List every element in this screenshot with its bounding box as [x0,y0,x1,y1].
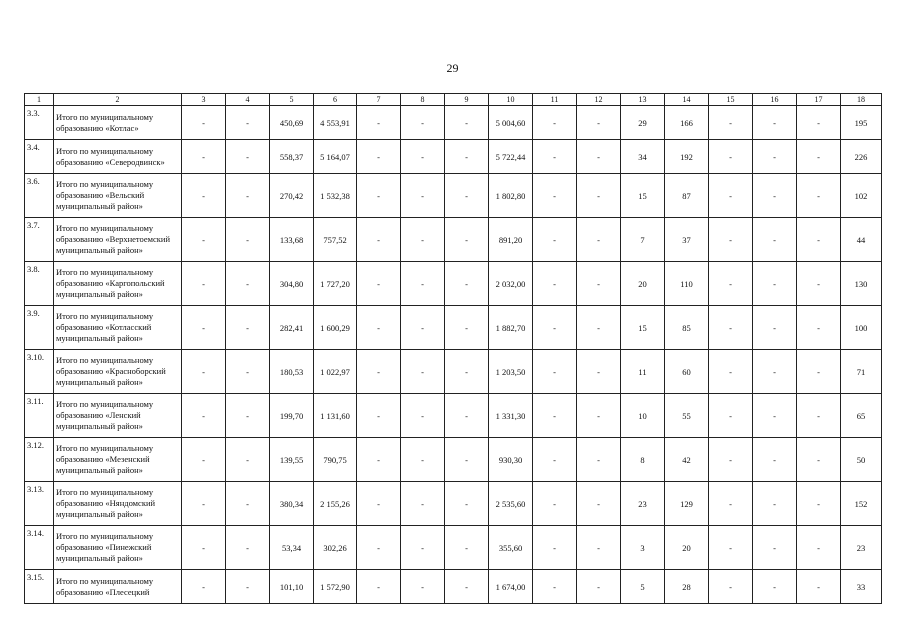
cell-col-18: 102 [841,174,882,218]
cell-col-17: - [797,570,841,604]
table-row [25,438,882,482]
cell-col-11: - [533,106,577,140]
cell-col-3: - [182,140,226,174]
cell-col-3: - [182,438,226,482]
cell-col-10: 5 004,60 [489,106,533,140]
cell-col-14: 42 [665,438,709,482]
cell-col-17: - [797,482,841,526]
cell-col-11: - [533,350,577,394]
header-cell: 12 [577,94,621,106]
cell-col-13: 34 [621,140,665,174]
row-name-line: Итого по муниципальному [56,145,154,156]
cell-col-6: 1 131,60 [314,394,357,438]
cell-col-8: - [401,262,445,306]
cell-col-17: - [797,106,841,140]
cell-col-11: - [533,218,577,262]
cell-col-5: 180,53 [270,350,314,394]
header-cell: 1 [25,94,54,106]
cell-col-12: - [577,106,621,140]
row-name-line: муниципальный район» [56,289,143,299]
cell-col-6: 1 532,38 [314,174,357,218]
row-number: 3.4. [25,140,54,174]
cell-col-6: 1 727,20 [314,262,357,306]
cell-col-16: - [753,306,797,350]
row-name-line: образованию «Верхнетоемский [56,234,171,244]
cell-col-13: 3 [621,526,665,570]
cell-col-6: 5 164,07 [314,140,357,174]
row-number: 3.7. [25,218,54,262]
table-row [25,526,882,570]
cell-col-13: 7 [621,218,665,262]
cell-col-14: 20 [665,526,709,570]
row-name-line: Итого по муниципальному [56,487,154,497]
cell-col-9: - [445,306,489,350]
row-name-line: образованию «Пинежский [56,542,152,552]
cell-col-6: 790,75 [314,438,357,482]
cell-col-8: - [401,526,445,570]
row-number: 3.12. [25,438,54,482]
cell-col-6: 2 155,26 [314,482,357,526]
table-row [25,106,882,140]
table-row [25,262,882,306]
cell-col-12: - [577,140,621,174]
cell-col-16: - [753,350,797,394]
cell-col-13: 29 [621,106,665,140]
cell-col-6: 757,52 [314,218,357,262]
cell-col-11: - [533,174,577,218]
cell-col-15: - [709,218,753,262]
cell-col-17: - [797,394,841,438]
cell-col-10: 1 882,70 [489,306,533,350]
header-cell: 10 [489,94,533,106]
row-name-line: муниципальный район» [56,421,143,431]
row-name [54,262,182,306]
row-name-line: Итого по муниципальному [56,575,154,586]
header-cell: 17 [797,94,841,106]
cell-col-8: - [401,350,445,394]
cell-col-9: - [445,394,489,438]
row-name-line: Итого по муниципальному [56,267,154,277]
cell-col-18: 33 [841,570,882,604]
cell-col-8: - [401,394,445,438]
cell-col-11: - [533,482,577,526]
cell-col-3: - [182,106,226,140]
row-number: 3.13. [25,482,54,526]
row-name-line: муниципальный район» [56,377,143,387]
cell-col-10: 930,30 [489,438,533,482]
cell-col-15: - [709,106,753,140]
cell-col-5: 53,34 [270,526,314,570]
cell-col-15: - [709,482,753,526]
cell-col-16: - [753,482,797,526]
cell-col-4: - [226,262,270,306]
header-cell: 13 [621,94,665,106]
row-name-line: Итого по муниципальному [56,355,154,365]
cell-col-4: - [226,438,270,482]
cell-col-4: - [226,570,270,604]
cell-col-16: - [753,174,797,218]
cell-col-18: 130 [841,262,882,306]
row-name-line: образованию «Красноборский [56,366,166,376]
cell-col-11: - [533,570,577,604]
cell-col-16: - [753,106,797,140]
cell-col-13: 5 [621,570,665,604]
cell-col-7: - [357,262,401,306]
row-name-line: образованию «Плесецкий [56,586,150,597]
cell-col-7: - [357,394,401,438]
cell-col-9: - [445,218,489,262]
cell-col-14: 55 [665,394,709,438]
cell-col-10: 5 722,44 [489,140,533,174]
row-name-line: Итого по муниципальному [56,311,154,321]
cell-col-5: 133,68 [270,218,314,262]
cell-col-18: 44 [841,218,882,262]
cell-col-5: 101,10 [270,570,314,604]
cell-col-11: - [533,438,577,482]
cell-col-11: - [533,394,577,438]
cell-col-17: - [797,438,841,482]
cell-col-12: - [577,350,621,394]
header-cell: 15 [709,94,753,106]
cell-col-10: 1 802,80 [489,174,533,218]
cell-col-13: 8 [621,438,665,482]
cell-col-16: - [753,140,797,174]
cell-col-15: - [709,306,753,350]
cell-col-17: - [797,526,841,570]
row-number: 3.8. [25,262,54,306]
cell-col-10: 355,60 [489,526,533,570]
row-name-line: образованию «Няндомский [56,498,156,508]
table-row [25,570,882,604]
header-cell: 6 [314,94,357,106]
header-row [25,94,882,106]
table-row [25,350,882,394]
cell-col-18: 23 [841,526,882,570]
cell-col-8: - [401,218,445,262]
row-name-line: образованию «Каргопольский [56,278,165,288]
cell-col-11: - [533,140,577,174]
row-number: 3.15. [25,570,54,604]
cell-col-9: - [445,350,489,394]
cell-col-14: 37 [665,218,709,262]
header-cell: 8 [401,94,445,106]
row-name [54,570,182,604]
row-name-line: муниципальный район» [56,465,143,475]
cell-col-7: - [357,570,401,604]
cell-col-4: - [226,218,270,262]
cell-col-4: - [226,140,270,174]
cell-col-9: - [445,140,489,174]
table-row [25,482,882,526]
cell-col-12: - [577,570,621,604]
data-table [24,93,882,604]
row-name-line: муниципальный район» [56,245,143,255]
cell-col-14: 192 [665,140,709,174]
cell-col-5: 270,42 [270,174,314,218]
cell-col-7: - [357,174,401,218]
cell-col-9: - [445,438,489,482]
row-name-line: муниципальный район» [56,201,143,211]
cell-col-4: - [226,350,270,394]
row-number: 3.6. [25,174,54,218]
cell-col-4: - [226,482,270,526]
cell-col-6: 1 600,29 [314,306,357,350]
cell-col-8: - [401,306,445,350]
row-name [54,174,182,218]
cell-col-10: 2 535,60 [489,482,533,526]
cell-col-18: 65 [841,394,882,438]
cell-col-4: - [226,394,270,438]
cell-col-11: - [533,306,577,350]
row-name-line: Итого по муниципальному [56,179,154,189]
cell-col-13: 15 [621,174,665,218]
cell-col-13: 23 [621,482,665,526]
row-name-line: Итого по муниципальному [56,223,154,233]
header-cell: 9 [445,94,489,106]
row-number: 3.10. [25,350,54,394]
row-name-line: Итого по муниципальному [56,531,154,541]
cell-col-15: - [709,262,753,306]
row-name [54,106,182,140]
cell-col-17: - [797,306,841,350]
table-body [25,106,882,604]
cell-col-5: 558,37 [270,140,314,174]
table-row [25,394,882,438]
cell-col-7: - [357,218,401,262]
table-row [25,218,882,262]
cell-col-16: - [753,262,797,306]
row-name-line: муниципальный район» [56,553,143,563]
cell-col-8: - [401,570,445,604]
cell-col-6: 1 572,90 [314,570,357,604]
row-name-line: муниципальный район» [56,333,143,343]
cell-col-16: - [753,438,797,482]
header-cell: 4 [226,94,270,106]
cell-col-8: - [401,106,445,140]
cell-col-14: 60 [665,350,709,394]
cell-col-17: - [797,218,841,262]
cell-col-9: - [445,174,489,218]
cell-col-13: 10 [621,394,665,438]
cell-col-18: 50 [841,438,882,482]
row-name [54,140,182,174]
cell-col-10: 1 203,50 [489,350,533,394]
cell-col-16: - [753,526,797,570]
header-cell: 18 [841,94,882,106]
cell-col-12: - [577,394,621,438]
cell-col-12: - [577,306,621,350]
header-cell: 16 [753,94,797,106]
cell-col-10: 1 674,00 [489,570,533,604]
cell-col-15: - [709,438,753,482]
table-row [25,140,882,174]
row-name-line: Итого по муниципальному [56,443,154,453]
cell-col-8: - [401,482,445,526]
cell-col-13: 15 [621,306,665,350]
cell-col-7: - [357,438,401,482]
cell-col-15: - [709,140,753,174]
cell-col-3: - [182,526,226,570]
cell-col-12: - [577,218,621,262]
cell-col-6: 302,26 [314,526,357,570]
cell-col-12: - [577,262,621,306]
cell-col-18: 226 [841,140,882,174]
cell-col-17: - [797,350,841,394]
cell-col-5: 139,55 [270,438,314,482]
cell-col-9: - [445,262,489,306]
cell-col-15: - [709,570,753,604]
table-row [25,306,882,350]
row-name [54,394,182,438]
row-number: 3.14. [25,526,54,570]
page-number: 29 [446,61,459,75]
row-name [54,526,182,570]
cell-col-16: - [753,570,797,604]
header-cell: 5 [270,94,314,106]
row-name [54,438,182,482]
cell-col-5: 304,80 [270,262,314,306]
row-name-line: образованию «Мезенский [56,454,150,464]
cell-col-3: - [182,394,226,438]
row-name-line: Итого по муниципальному [56,399,154,409]
cell-col-4: - [226,306,270,350]
cell-col-12: - [577,174,621,218]
cell-col-9: - [445,526,489,570]
row-name [54,350,182,394]
header-cell: 2 [54,94,182,106]
cell-col-15: - [709,394,753,438]
cell-col-7: - [357,350,401,394]
row-name [54,218,182,262]
row-name-line: образованию «Котлас» [56,122,139,133]
cell-col-4: - [226,174,270,218]
cell-col-18: 100 [841,306,882,350]
cell-col-8: - [401,438,445,482]
row-number: 3.9. [25,306,54,350]
cell-col-3: - [182,218,226,262]
cell-col-9: - [445,482,489,526]
cell-col-8: - [401,140,445,174]
cell-col-3: - [182,482,226,526]
cell-col-5: 282,41 [270,306,314,350]
cell-col-3: - [182,174,226,218]
cell-col-7: - [357,140,401,174]
cell-col-5: 380,34 [270,482,314,526]
cell-col-5: 450,69 [270,106,314,140]
cell-col-18: 195 [841,106,882,140]
cell-col-9: - [445,570,489,604]
cell-col-12: - [577,482,621,526]
cell-col-16: - [753,394,797,438]
cell-col-13: 11 [621,350,665,394]
cell-col-8: - [401,174,445,218]
cell-col-15: - [709,350,753,394]
table-row [25,174,882,218]
cell-col-4: - [226,526,270,570]
cell-col-10: 2 032,00 [489,262,533,306]
cell-col-14: 85 [665,306,709,350]
cell-col-17: - [797,174,841,218]
cell-col-7: - [357,106,401,140]
cell-col-6: 4 553,91 [314,106,357,140]
cell-col-3: - [182,262,226,306]
cell-col-14: 110 [665,262,709,306]
cell-col-14: 87 [665,174,709,218]
cell-col-17: - [797,140,841,174]
cell-col-3: - [182,306,226,350]
cell-col-10: 891,20 [489,218,533,262]
cell-col-7: - [357,482,401,526]
header-cell: 11 [533,94,577,106]
row-name-line: образованию «Котласский [56,322,152,332]
cell-col-3: - [182,570,226,604]
row-name-line: образованию «Вельский [56,190,145,200]
cell-col-15: - [709,526,753,570]
cell-col-4: - [226,106,270,140]
cell-col-13: 20 [621,262,665,306]
header-cell: 14 [665,94,709,106]
cell-col-3: - [182,350,226,394]
header-cell: 7 [357,94,401,106]
cell-col-7: - [357,306,401,350]
cell-col-10: 1 331,30 [489,394,533,438]
cell-col-18: 71 [841,350,882,394]
row-name [54,482,182,526]
row-name [54,306,182,350]
row-name-line: образованию «Ленский [56,410,141,420]
cell-col-12: - [577,526,621,570]
cell-col-12: - [577,438,621,482]
cell-col-11: - [533,526,577,570]
cell-col-7: - [357,526,401,570]
cell-col-14: 28 [665,570,709,604]
header-cell: 3 [182,94,226,106]
cell-col-9: - [445,106,489,140]
cell-col-18: 152 [841,482,882,526]
cell-col-14: 129 [665,482,709,526]
cell-col-6: 1 022,97 [314,350,357,394]
row-number: 3.11. [25,394,54,438]
cell-col-17: - [797,262,841,306]
row-name-line: муниципальный район» [56,509,143,519]
cell-col-16: - [753,218,797,262]
row-name-line: Итого по муниципальному [56,111,154,122]
row-number: 3.3. [25,106,54,140]
row-name-line: образованию «Северодвинск» [56,156,165,167]
cell-col-11: - [533,262,577,306]
cell-col-14: 166 [665,106,709,140]
cell-col-15: - [709,174,753,218]
cell-col-5: 199,70 [270,394,314,438]
